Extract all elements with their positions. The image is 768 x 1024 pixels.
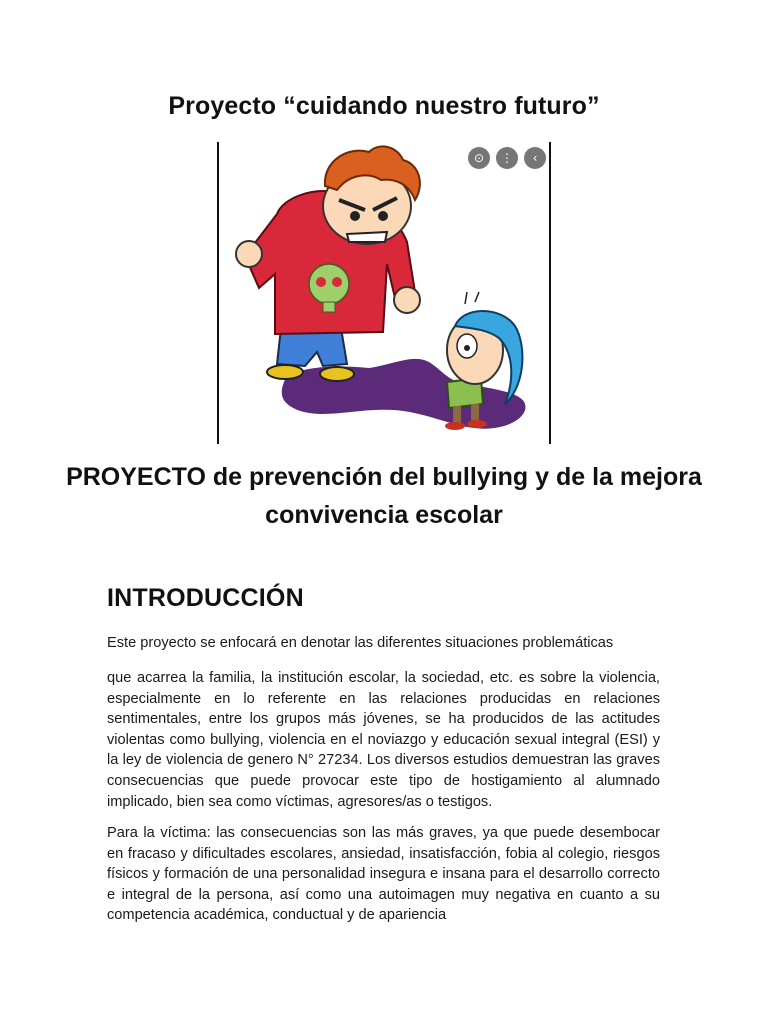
section-heading-introduccion: INTRODUCCIÓN xyxy=(107,584,304,612)
paragraph-intro-2: que acarrea la familia, la institución escolar, la sociedad, etc. es sobre la violencia, especialmente en lo referente en las relaciones producidas en relaciones sentimentales, entre los grupos más jóvenes, se ha producidos de las actitudes violentas como bullying, violencia en el noviazgo y educación sexual integral (ESI) y la ley de violencia de genero N° 27234. Los diversos estudios demuestran las graves consecuencias que puede provocar este tipo de hostigamiento al alumnado implicado, bien sea como víctimas, agresores/as o testigos. xyxy=(107,670,660,810)
paragraph-intro-3: Para la víctima: las consecuencias son las más graves, ya que puede desembocar en fracaso y dificultades escolares, ansiedad, insatisfacción, fobia al colegio, riesgos físicos y formación de una personalidad insegura e insana para el desarrollo correcto e integral de la persona, así como una autoimagen muy negativa en cuanto a su competencia académica, conductual y de apariencia xyxy=(107,825,660,924)
skull-print xyxy=(309,264,349,304)
image-controls xyxy=(468,147,546,169)
bully-left-fist xyxy=(236,241,262,267)
bullying-illustration[interactable] xyxy=(217,142,551,444)
bully-right-shoe xyxy=(320,367,354,381)
figure-right-border xyxy=(549,142,551,444)
bully-right-fist xyxy=(394,287,420,313)
cartoon-bully-and-victim xyxy=(219,142,549,444)
more-vertical-icon[interactable]: ⋮ xyxy=(496,147,518,169)
document-title: Proyecto “cuidando nuestro futuro” xyxy=(168,92,600,120)
paragraph-intro-1: Este proyecto se enfocará en denotar las diferentes situaciones problemáticas xyxy=(107,635,614,651)
bully-left-shoe xyxy=(267,365,303,379)
lens-icon[interactable]: ⊙ xyxy=(468,147,490,169)
chevron-left-icon[interactable]: ‹ xyxy=(524,147,546,169)
document-subtitle: PROYECTO de prevención del bullying y de la mejora convivencia escolar xyxy=(66,463,702,529)
